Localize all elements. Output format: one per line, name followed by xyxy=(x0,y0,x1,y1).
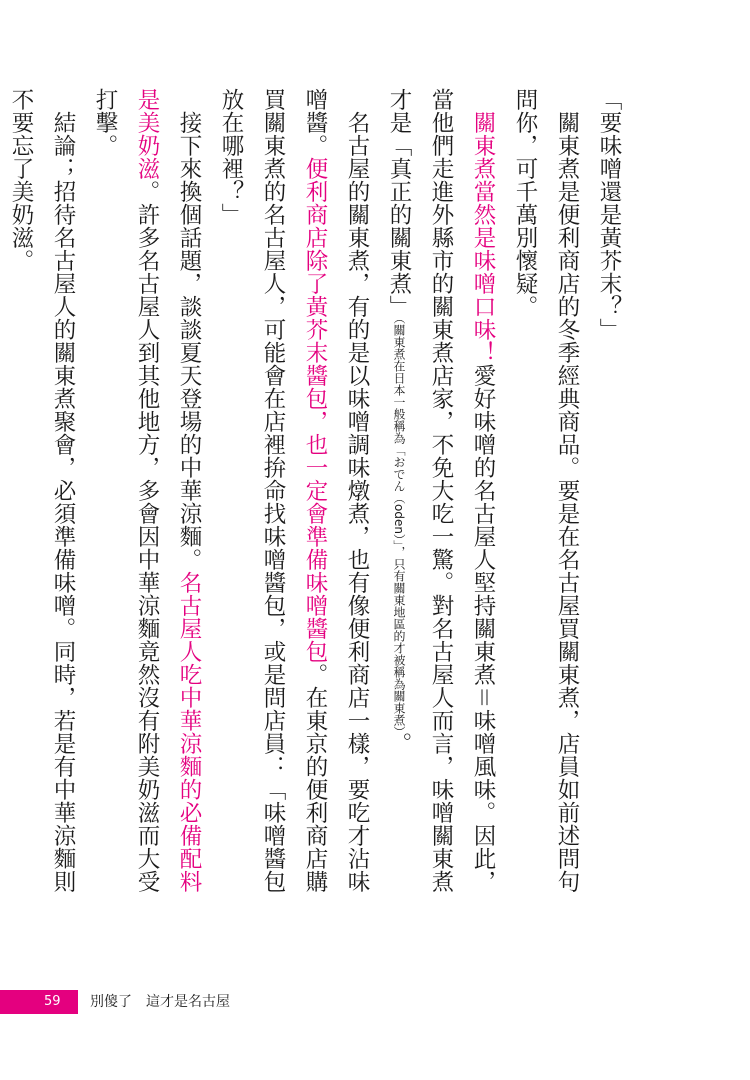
paragraph-5-text-a: 接下來換個話題，談談夏天登場的中華涼麵。 xyxy=(176,110,202,571)
paragraph-3 xyxy=(378,88,504,908)
quote-line: 「要味噌還是黃芥末？」 xyxy=(596,88,622,341)
running-head: 別傻了 這才是名古屋 xyxy=(90,994,230,1010)
highlight-mayonnaise: 名古屋人吃中華涼麵的必備配料是美奶滋 xyxy=(134,88,202,893)
paragraph-3-end: 。 xyxy=(386,731,412,755)
paragraph-5 xyxy=(84,88,210,908)
vertical-text-body xyxy=(8,88,630,908)
paragraph-1 xyxy=(588,88,630,908)
paragraph-4 xyxy=(210,88,378,908)
highlight-miso-oden: 關東煮當然是味噌口味！ xyxy=(470,110,496,364)
paragraph-4-text-a: 名古屋的關東煮，有的是以味噌調味燉煮，也有像便利商店一樣，要吃才沾味噌醬。 xyxy=(302,88,370,893)
paragraph-6 xyxy=(0,88,84,908)
paragraph-2-text: 關東煮是便利商店的冬季經典商品。要是在名古屋買關東煮，店員如前述問句問你，可千萬別懷疑。 xyxy=(512,88,580,893)
paragraph-6-text: 結論；招待名古屋人的關東煮聚會，必須準備味噌。同時，若是有中華涼麵則不要忘了美奶滋。 xyxy=(8,88,76,893)
highlight-miso-packet: 便利商店除了黃芥末醬包，也一定會準備味噌醬包 xyxy=(302,157,328,663)
annotation-oden-note: （關東煮在日本一般稱為「おでん（oden）」，只有關東地區的才被稱為關東煮） xyxy=(392,318,406,732)
footer-accent-bar xyxy=(0,990,78,1014)
page-number: 59 xyxy=(44,994,61,1009)
paragraph-5-text-b: 。許多名古屋人到其他地方，多會因中華涼麵竟然沒有附美奶滋而大受打擊。 xyxy=(92,88,160,893)
paragraph-2 xyxy=(504,88,588,908)
paragraph-4-text-b: 。在東京的便利商店購買關東煮的名古屋人，可能會在店裡拚命找味噌醬包，或是問店員：「味噌醬包放在哪裡？」 xyxy=(218,88,328,893)
paragraph-3-text: 愛好味噌的名古屋人堅持關東煮＝味噌風味。因此，當他們走進外縣市的關東煮店家，不免大吃一驚。對名古屋人而言，味噌關東煮才是「真正的關東煮」 xyxy=(386,88,496,893)
